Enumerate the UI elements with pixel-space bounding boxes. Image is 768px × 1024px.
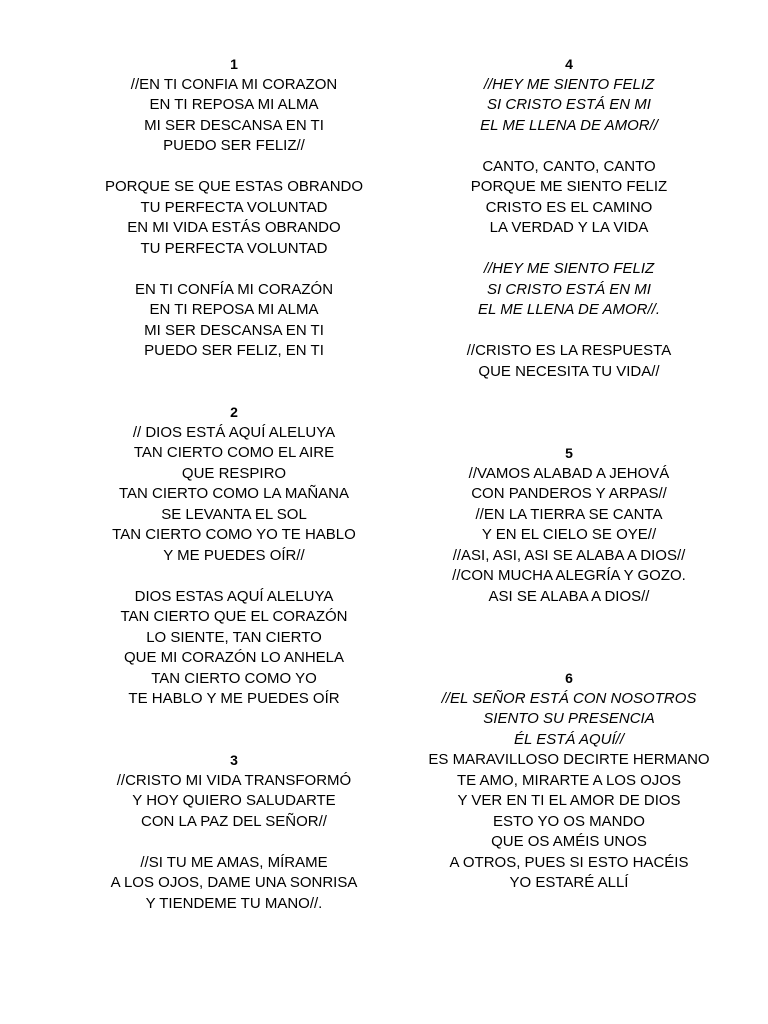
verse-line: TU PERFECTA VOLUNTAD [140,239,328,257]
verse-line: TAN CIERTO QUE EL CORAZÓN [120,608,348,625]
chorus-line: SI CRISTO ESTÁ EN MI [487,280,651,298]
verse-line: EN TI REPOSA MI ALMA [149,301,319,318]
verse-line: LA VERDAD Y LA VIDA [489,219,649,236]
verse-line: DIOS ESTAS AQUÍ ALELUYA [134,587,334,605]
verse-line: //CON MUCHA ALEGRÍA Y GOZO. [452,567,686,584]
stanza-gap [389,321,749,342]
verse-line: CON PANDEROS Y ARPAS// [471,485,667,502]
verse-line: A LOS OJOS, DAME UNA SONRISA [110,874,358,891]
verse-line: QUE NECESITA TU VIDA// [478,362,660,380]
verse-line: TE AMO, MIRARTE A LOS OJOS [457,771,681,789]
verse-line: TAN CIERTO COMO LA MAÑANA [118,485,350,502]
verse-line: ASI SE ALABA A DIOS// [488,587,650,605]
verse-line: SE LEVANTA EL SOL [161,505,307,523]
stanza-gap [54,259,414,280]
song-4 [389,54,749,382]
verse-line: PUEDO SER FELIZ// [163,137,305,154]
verse-line: QUE OS AMÉIS UNOS [491,833,647,850]
verse-line: TE HABLO Y ME PUEDES OÍR [128,690,340,707]
verse-line: MI SER DESCANSA EN TI [144,116,324,134]
verse-line: Y HOY QUIERO SALUDARTE [132,792,336,809]
song-number: 1 [230,56,238,72]
verse-line: CON LA PAZ DEL SEÑOR// [141,812,327,830]
verse-line: Y VER EN TI EL AMOR DE DIOS [457,792,681,809]
verse-line: //CRISTO MI VIDA TRANSFORMÓ [116,771,352,789]
song-number: 3 [230,752,238,768]
verse-line: EN MI VIDA ESTÁS OBRANDO [127,219,341,236]
verse-line: EN TI CONFÍA MI CORAZÓN [134,280,334,298]
verse-line: TAN CIERTO COMO EL AIRE [133,444,335,461]
song-3 [54,750,414,914]
stanza-gap [389,239,749,260]
chorus-line: EL ME LLENA DE AMOR// [480,116,658,134]
chorus-line: ÉL ESTÁ AQUÍ// [513,730,625,748]
stanza-gap [389,136,749,157]
verse-line: ES MARAVILLOSO DECIRTE HERMANO [428,751,710,768]
verse-line: Y EN EL CIELO SE OYE// [481,526,657,543]
verse-line: CANTO, CANTO, CANTO [482,157,656,175]
song-number: 4 [565,56,573,72]
stanza-gap [54,157,414,178]
chorus-line: //EL SEÑOR ESTÁ CON NOSOTROS [441,689,697,707]
right-column [389,0,749,1024]
song-number: 6 [565,670,573,686]
verse-line: //CRISTO ES LA RESPUESTA [466,342,672,359]
song-5 [389,443,749,607]
verse-line: //EN TI CONFIA MI CORAZON [130,75,338,93]
chorus-line: SIENTO SU PRESENCIA [483,710,655,727]
verse-line: ESTO YO OS MANDO [493,812,645,830]
song-2 [54,402,414,710]
verse-line: //SI TU ME AMAS, MÍRAME [140,853,328,871]
verse-line: PORQUE ME SIENTO FELIZ [470,178,668,195]
song-6 [389,668,749,894]
chorus-line: //HEY ME SIENTO FELIZ [483,75,655,93]
verse-line: QUE MI CORAZÓN LO ANHELA [123,649,345,666]
verse-line: QUE RESPIRO [181,464,287,482]
verse-line: //VAMOS ALABAD A JEHOVÁ [468,464,670,482]
stanza-gap [54,566,414,587]
verse-line: //EN LA TIERRA SE CANTA [475,505,663,523]
song-number: 2 [230,404,238,420]
verse-line: YO ESTARÉ ALLÍ [509,874,629,891]
verse-line: EN TI REPOSA MI ALMA [149,96,319,113]
stanza-gap [54,832,414,853]
chorus-line: //HEY ME SIENTO FELIZ [483,260,655,277]
chorus-line: SI CRISTO ESTÁ EN MI [487,96,651,113]
verse-line: // DIOS ESTÁ AQUÍ ALELUYA [132,423,336,441]
verse-line: //ASI, ASI, ASI SE ALABA A DIOS// [452,546,686,564]
verse-line: Y TIENDEME TU MANO//. [145,894,323,912]
verse-line: LO SIENTE, TAN CIERTO [146,628,322,646]
verse-line: PORQUE SE QUE ESTAS OBRANDO [104,178,364,195]
verse-line: TAN CIERTO COMO YO TE HABLO [112,526,356,543]
verse-line: A OTROS, PUES SI ESTO HACÉIS [449,853,689,871]
verse-line: Y ME PUEDES OÍR// [163,546,305,564]
verse-line: CRISTO ES EL CAMINO [485,198,653,216]
left-column [54,0,414,1024]
song-1 [54,54,414,362]
verse-line: MI SER DESCANSA EN TI [144,321,324,339]
song-number: 5 [565,445,573,461]
verse-line: TU PERFECTA VOLUNTAD [140,198,328,216]
verse-line: PUEDO SER FELIZ, EN TI [144,342,324,359]
verse-line: TAN CIERTO COMO YO [151,669,317,687]
chorus-line: EL ME LLENA DE AMOR//. [478,301,660,318]
